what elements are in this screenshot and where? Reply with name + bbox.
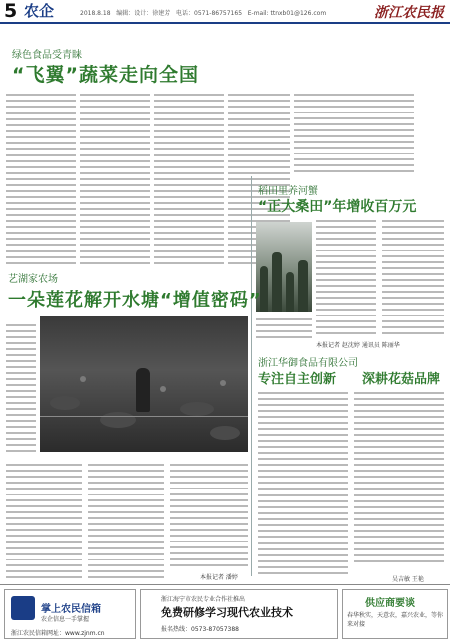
photo-lotus-leaf <box>50 396 80 410</box>
ad-left <box>4 589 136 639</box>
column-separator <box>251 176 252 576</box>
article2-photo <box>256 222 312 312</box>
article4-body-col2 <box>354 390 444 570</box>
page-number: 5 <box>4 0 18 22</box>
article3-kicker: 艺湖家农场 <box>8 274 58 285</box>
qr-code-icon <box>11 596 35 620</box>
article2-byline: 本报记者 赵沈婷 通讯员 陈丽华 <box>316 342 400 349</box>
masthead-rule <box>0 22 450 24</box>
article4-kicker: 浙江华御食品有限公司 <box>258 358 358 369</box>
phone: 电话：0571-86757165 <box>176 10 243 17</box>
photo-lotus-flower <box>220 380 226 386</box>
ad-middle-top: 浙江海宁市农民专业合作社推出 <box>161 596 246 603</box>
photo-water-line <box>40 416 248 417</box>
photo-lotus-flower <box>80 376 86 382</box>
ad-middle-main: 免费研修学习现代农业技术 <box>161 606 293 619</box>
article1-body-col1 <box>6 92 76 270</box>
ad-right-sub: 春华秋实，天意农，嘉兴农业，等你来对接 <box>347 612 444 628</box>
article1-body-col2 <box>80 92 150 270</box>
article3-body-col3 <box>170 462 248 568</box>
article4-byline: 吴吉敏 王艳 <box>392 576 424 583</box>
footer-ads <box>0 584 450 641</box>
ad-right <box>342 589 448 639</box>
article2-headline: “正大桑田”年增收百万元 <box>258 199 417 215</box>
photo-lotus-leaf <box>100 412 136 428</box>
email: E-mail: ttnxb01@126.com <box>247 10 327 17</box>
article2-kicker: 稻田里养河蟹 <box>258 186 318 197</box>
ad-middle <box>140 589 338 639</box>
ad-right-title: 供应商要谈 <box>365 598 415 609</box>
photo-lotus-leaf <box>180 402 214 416</box>
article4-body-col1 <box>258 390 348 580</box>
ad-left-sub: 农企信息一手掌握 <box>41 616 90 623</box>
masthead <box>0 0 450 22</box>
photo-plant <box>286 272 294 312</box>
article3-photo <box>40 316 248 452</box>
article3-body-col1 <box>6 462 82 580</box>
issue-date: 2018.8.18 <box>80 10 111 17</box>
photo-plant <box>298 260 308 312</box>
article2-body-col2 <box>382 218 444 336</box>
paper-logo: 浙江农民报 <box>374 5 444 21</box>
article1-body-col5 <box>294 92 414 174</box>
masthead-info <box>80 8 326 17</box>
article2-body-col1 <box>316 218 376 336</box>
article3-body-col2 <box>88 462 164 580</box>
ad-middle-small: 报名热线：0573-87057388 <box>161 626 239 633</box>
section-title: 农企 <box>24 2 55 20</box>
photo-lotus-leaf <box>210 426 240 440</box>
article1-body-col3 <box>154 92 224 270</box>
ad-left-url: 浙江农民信箱网址：www.zjnm.cn <box>11 630 105 637</box>
article1-headline: “飞翼”蔬菜走向全国 <box>12 64 199 86</box>
article1-kicker: 绿色食品受青睐 <box>12 50 82 61</box>
editor-credit: 编辑：设计：徐建芳 <box>116 10 171 17</box>
article3-byline: 本报记者 潘婷 <box>200 574 238 581</box>
article4-headline-right: 深耕花菇品牌 <box>362 372 441 387</box>
photo-plant <box>272 252 282 312</box>
article2-body-col0 <box>256 316 312 340</box>
article3-side-col <box>6 322 36 462</box>
article3-headline: 一朵莲花解开水塘“增值密码” <box>8 290 262 311</box>
photo-farmer <box>136 368 150 412</box>
article4-headline-left: 专注自主创新 <box>258 372 337 387</box>
ad-left-title: 掌上农民信箱 <box>41 604 101 615</box>
photo-lotus-flower <box>160 386 166 392</box>
